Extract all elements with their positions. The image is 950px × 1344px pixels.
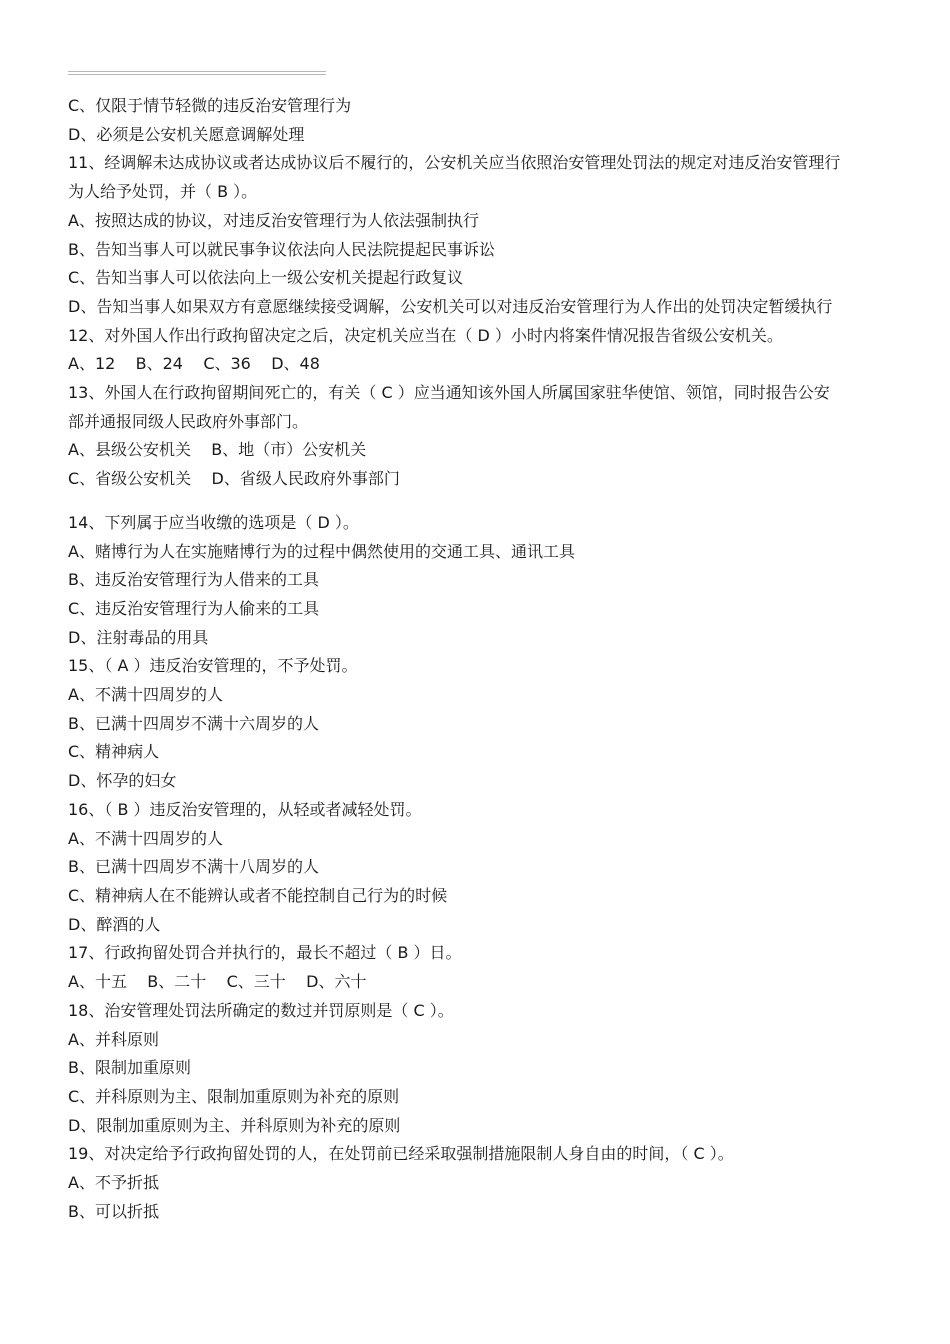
option-line: D、告知当事人如果双方有意愿继续接受调解，公安机关可以对违反治安管理行为人作出的处罚决定暂缓执行 (68, 296, 833, 316)
option-line: B、告知当事人可以就民事争议依法向人民法院提起民事诉讼 (68, 239, 495, 259)
option-line: D、怀孕的妇女 (68, 771, 177, 791)
option-line: A、不予折抵 (68, 1173, 159, 1193)
question-17: 17、行政拘留处罚合并执行的，最长不超过（ B ）日。 (68, 943, 462, 963)
option-line: A、县级公安机关 B、地（市）公安机关 (68, 440, 367, 460)
option-line: B、可以折抵 (68, 1201, 159, 1221)
header-rule (68, 71, 326, 75)
option-line: A、12 B、24 C、36 D、48 (68, 354, 320, 374)
option-line: A、不满十四周岁的人 (68, 685, 223, 705)
option-line: A、不满十四周岁的人 (68, 828, 223, 848)
question-16: 16、（ B ）违反治安管理的，从轻或者减轻处罚。 (68, 799, 422, 819)
option-line: A、十五 B、二十 C、三十 D、六十 (68, 972, 367, 992)
option-line: B、限制加重原则 (68, 1058, 191, 1078)
option-line: A、并科原则 (68, 1029, 159, 1049)
question-12: 12、对外国人作出行政拘留决定之后，决定机关应当在（ D ）小时内将案件情况报告省级公安机关。 (68, 325, 783, 345)
option-line: C、精神病人 (68, 742, 160, 762)
question-13-line-1: 13、外国人在行政拘留期间死亡的，有关（ C ）应当通知该外国人所属国家驻华使馆、领馆，同时报告公安 (68, 383, 830, 403)
option-line: C、省级公安机关 D、省级人民政府外事部门 (68, 469, 400, 489)
option-line: A、按照达成的协议，对违反治安管理行为人依法强制执行 (68, 210, 479, 230)
question-13-line-2: 部并通报同级人民政府外事部门。 (68, 411, 309, 431)
question-14: 14、下列属于应当收缴的选项是（ D ）。 (68, 512, 359, 532)
question-11-line-2: 为人给予处罚，并（ B ）。 (68, 182, 258, 202)
option-line: D、限制加重原则为主、并科原则为补充的原则 (68, 1115, 401, 1135)
option-line: C、违反治安管理行为人偷来的工具 (68, 598, 320, 618)
option-line: B、违反治安管理行为人借来的工具 (68, 570, 319, 590)
option-line: C、告知当事人可以依法向上一级公安机关提起行政复议 (68, 268, 464, 288)
paragraph-gap (68, 494, 883, 509)
option-line: C、并科原则为主、限制加重原则为补充的原则 (68, 1086, 400, 1106)
option-line: C、精神病人在不能辨认或者不能控制自己行为的时候 (68, 885, 448, 905)
document-body (68, 92, 883, 1226)
question-11-line-1: 11、经调解未达成协议或者达成协议后不履行的，公安机关应当依照治安管理处罚法的规定对违反治安管理行 (68, 153, 841, 173)
option-line: B、已满十四周岁不满十六周岁的人 (68, 713, 319, 733)
option-line: C、仅限于情节轻微的违反治安管理行为 (68, 96, 352, 115)
option-line: D、必须是公安机关愿意调解处理 (68, 124, 305, 144)
option-line: D、醉酒的人 (68, 914, 161, 934)
option-line: A、赌博行为人在实施赌博行为的过程中偶然使用的交通工具、通讯工具 (68, 541, 575, 561)
option-line: D、注射毒品的用具 (68, 627, 209, 647)
option-line: B、已满十四周岁不满十八周岁的人 (68, 857, 319, 877)
question-18: 18、治安管理处罚法所确定的数过并罚原则是（ C ）。 (68, 1000, 454, 1020)
question-19: 19、对决定给予行政拘留处罚的人，在处罚前已经采取强制措施限制人身自由的时间，（ C ）。 (68, 1144, 734, 1164)
question-15: 15、（ A ）违反治安管理的，不予处罚。 (68, 656, 358, 676)
